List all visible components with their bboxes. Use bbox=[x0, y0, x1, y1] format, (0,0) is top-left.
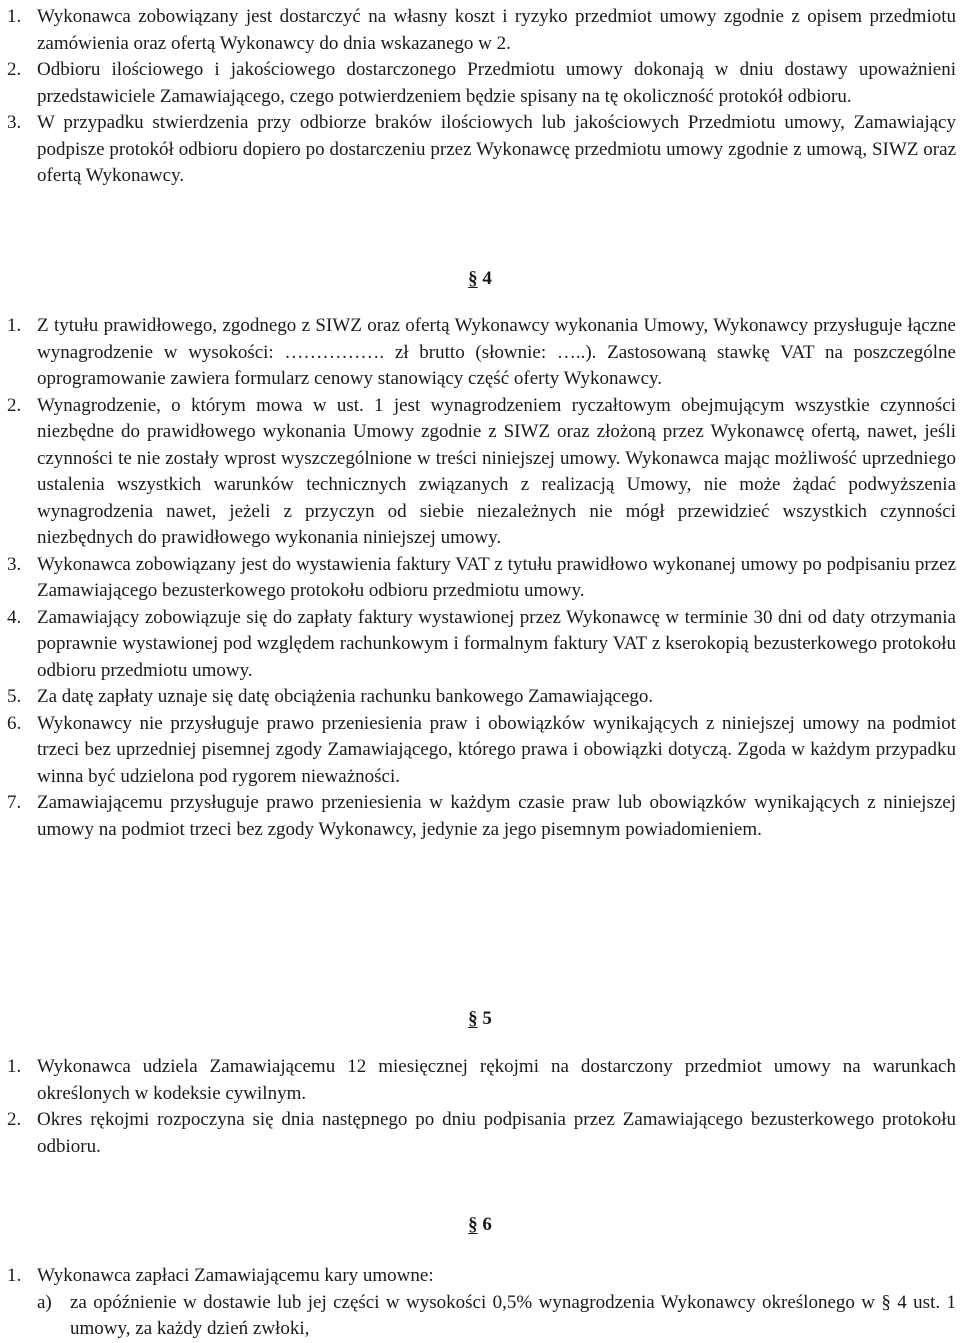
list-item bbox=[0, 393, 960, 552]
list-item bbox=[0, 605, 960, 685]
list-item bbox=[0, 1107, 960, 1160]
list-item bbox=[0, 1263, 960, 1290]
item-text: Okres rękojmi rozpoczyna się dnia następnego po dniu podpisania przez Zamawiającego bezusterkowego protokołu odbioru. bbox=[37, 1109, 956, 1157]
item-number: 3. bbox=[7, 112, 22, 133]
list-item bbox=[0, 313, 960, 393]
section-4-list bbox=[0, 313, 960, 843]
list-item bbox=[0, 711, 960, 791]
item-number: 1. bbox=[7, 1056, 22, 1077]
item-number: 4. bbox=[7, 606, 22, 628]
item-text: Odbioru ilościowego i jakościowego dostarczonego Przedmiotu umowy dokonają w dniu dostawy upoważnieni przedstawiciele Zamawiającego, czego potwierdzeniem będzie spisany na tę okoliczność protokół odbioru. bbox=[37, 59, 956, 107]
list-item bbox=[0, 110, 960, 190]
section-6-list bbox=[0, 1263, 960, 1343]
item-text: Zamawiający zobowiązuje się do zapłaty faktury wystawionej przez Wykonawcę w terminie 30 dni od daty otrzymania poprawnie wystawionej pod względem rachunkowym i formalnym faktury VAT z kserokopią bezusterkowego protokołu odbioru przedmiotu umowy. bbox=[37, 606, 956, 681]
item-number: 5. bbox=[7, 686, 22, 707]
sub-item-text: za opóźnienie w dostawie lub jej części w wysokości 0,5% wynagrodzenia Wykonawcy określonego w § 4 ust. 1 umowy, za każdy dzień zwłoki, bbox=[70, 1291, 956, 1339]
list-item bbox=[0, 4, 960, 57]
section-3-list bbox=[0, 4, 960, 190]
list-item bbox=[0, 684, 960, 711]
item-text: Wykonawca udziela Zamawiającemu 12 miesięcznej rękojmi na dostarczony przedmiot umowy na warunkach określonych w kodeksie cywilnym. bbox=[37, 1056, 956, 1104]
list-item bbox=[0, 790, 960, 843]
item-text: Wykonawcy nie przysługuje prawo przeniesienia praw i obowiązków wynikających z niniejszej umowy na podmiot trzeci bez uprzedniej pisemnej zgody Zamawiającego, którego prawa i obowiązki dotyczą. Zgoda w każdym przypadku winna być udzielona pod rygorem nieważności. bbox=[37, 712, 956, 787]
item-number: 1. bbox=[7, 315, 22, 336]
sub-item-letter: a) bbox=[37, 1291, 52, 1313]
item-text: Z tytułu prawidłowego, zgodnego z SIWZ oraz ofertą Wykonawcy wykonania Umowy, Wykonawcy przysługuje łączne wynagrodzenie w wysokości: ……………. zł brutto (słownie: …..). Zastosowaną stawkę VAT na poszczególne oprogramowanie zawiera formularz cenowy stanowiący część oferty Wykonawcy. bbox=[37, 315, 956, 389]
section-number: 5 bbox=[482, 1008, 492, 1029]
section-mark: § bbox=[468, 1008, 478, 1029]
item-number: 3. bbox=[7, 553, 22, 575]
list-item bbox=[0, 57, 960, 110]
item-text: Wykonawca zobowiązany jest dostarczyć na własny koszt i ryzyko przedmiot umowy zgodnie z opisem przedmiotu zamówienia oraz ofertą Wykonawcy do dnia wskazanego w 2. bbox=[37, 6, 956, 54]
item-number: 2. bbox=[7, 1109, 22, 1130]
item-text: Za datę zapłaty uznaje się datę obciążenia rachunku bankowego Zamawiającego. bbox=[37, 686, 654, 707]
item-number: 1. bbox=[7, 1265, 22, 1286]
item-text: Zamawiającemu przysługuje prawo przeniesienia w każdym czasie praw lub obowiązków wynikających z niniejszej umowy na podmiot trzeci bez zgody Wykonawcy, jedynie za jego pisemnym powiadomieniem. bbox=[37, 792, 956, 840]
section-mark: § bbox=[468, 268, 478, 289]
item-number: 7. bbox=[7, 792, 22, 813]
list-item bbox=[0, 1054, 960, 1107]
item-number: 2. bbox=[7, 59, 22, 80]
item-text: Wynagrodzenie, o którym mowa w ust. 1 jest wynagrodzeniem ryczałtowym obejmującym wszystkie czynności niezbędne do prawidłowego wykonania Umowy zgodnie z SIWZ oraz złożoną przez Wykonawcę ofertą, nawet, jeśli czynności te nie zostały wprost wyszczególnione w treści niniejszej umowy. Wykonawca mając możliwość uprzedniego ustalenia wszystkich warunków technicznych związanych z realizacją Umowy, nie może żądać podwyższenia wynagrodzenia nawet, jeżeli z przyczyn od siebie niezależnych nie mógł przewidzieć wszystkich czynności niezbędnych do prawidłowego wykonania niniejszej umowy. bbox=[37, 394, 956, 548]
item-text: W przypadku stwierdzenia przy odbiorze braków ilościowych lub jakościowych Przedmiotu umowy, Zamawiający podpisze protokół odbioru dopiero po dostarczeniu przez Wykonawcę przedmiotu umowy zgodnie z umową, SIWZ oraz ofertą Wykonawcy. bbox=[37, 112, 956, 186]
section-heading-6 bbox=[0, 1212, 960, 1238]
section-5-list bbox=[0, 1054, 960, 1160]
section-mark: § bbox=[468, 1214, 478, 1235]
section-number: 6 bbox=[482, 1214, 492, 1235]
section-heading-4 bbox=[0, 266, 960, 292]
item-number: 6. bbox=[7, 712, 22, 734]
item-text: Wykonawca zobowiązany jest do wystawienia faktury VAT z tytułu prawidłowo wykonanej umowy po podpisaniu przez Zamawiającego bezusterkowego protokołu odbioru przedmiotu umowy. bbox=[37, 553, 956, 601]
sub-list-item bbox=[0, 1290, 960, 1343]
item-number: 2. bbox=[7, 394, 22, 416]
list-item bbox=[0, 552, 960, 605]
section-heading-5 bbox=[0, 1006, 960, 1032]
item-number: 1. bbox=[7, 6, 22, 27]
item-text: Wykonawca zapłaci Zamawiającemu kary umowne: bbox=[37, 1265, 434, 1286]
section-number: 4 bbox=[482, 268, 492, 289]
